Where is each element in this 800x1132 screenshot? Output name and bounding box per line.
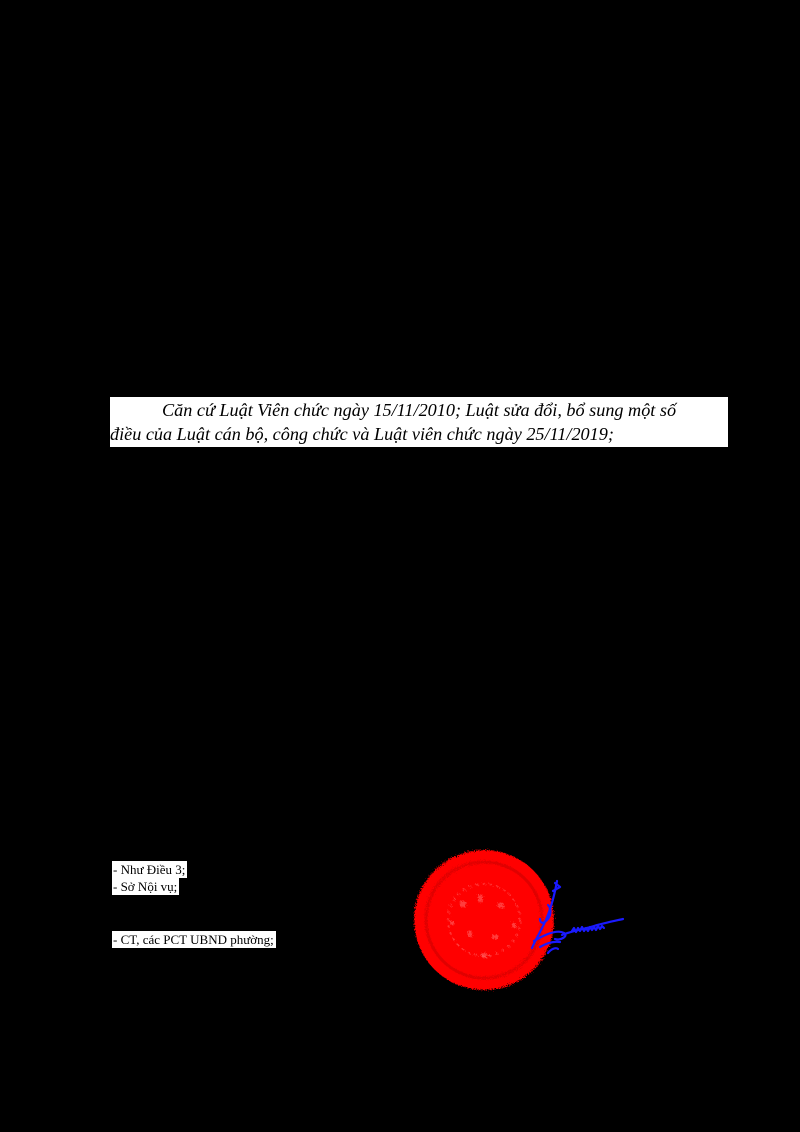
recipient-item: - CT, các PCT UBND phường; bbox=[113, 932, 274, 947]
legal-basis-paragraph bbox=[110, 397, 728, 447]
legal-basis-line-2: điều của Luật cán bộ, công chức và Luật viên chức ngày 25/11/2019; bbox=[110, 424, 614, 444]
seal-disc bbox=[414, 850, 554, 990]
recipient-item: - Như Điều 3; bbox=[113, 862, 186, 877]
recipient-item: - Sở Nội vụ; bbox=[113, 879, 178, 894]
official-seal-and-signature bbox=[412, 843, 642, 998]
seal-stamp-icon bbox=[412, 843, 642, 998]
legal-basis-line-1: Căn cứ Luật Viên chức ngày 15/11/2010; Luật sửa đổi, bổ sung một số bbox=[162, 400, 677, 420]
